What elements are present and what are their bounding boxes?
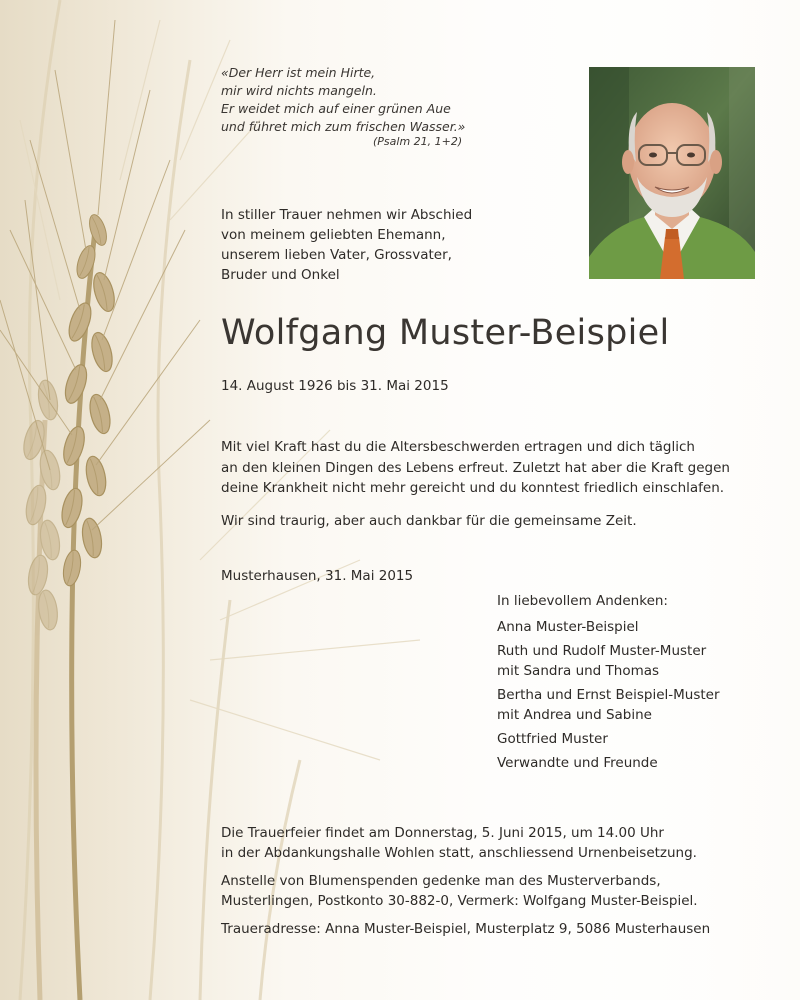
donation-info [221, 871, 710, 911]
mourner-line: mit Andrea und Sabine [497, 707, 652, 723]
body-paragraph [221, 437, 730, 499]
body-line: deine Krankheit nicht mehr gereicht und du konntest friedlich einschlafen. [221, 480, 725, 496]
mourner-entry [497, 685, 720, 725]
mourning-address [221, 919, 710, 939]
intro-line: von meinem geliebten Ehemann, [221, 227, 446, 243]
body-line: Mit viel Kraft hast du die Altersbeschwerden ertragen und dich täglich [221, 439, 695, 455]
footer-line: Anstelle von Blumenspenden gedenke man des Musterverbands, [221, 873, 661, 889]
mourners-list [497, 591, 720, 777]
quote-line: Er weidet mich auf einer grünen Aue [221, 101, 451, 116]
mourner-entry [497, 617, 720, 637]
footer-line: Musterlingen, Postkonto 30-882-0, Vermerk: Wolfgang Muster-Beispiel. [221, 893, 698, 909]
quote-line: «Der Herr ist mein Hirte, [221, 65, 376, 80]
intro-line: Bruder und Onkel [221, 267, 340, 283]
mourner-line: Verwandte und Freunde [497, 755, 658, 771]
footer-line: Traueradresse: Anna Muster-Beispiel, Musterplatz 9, 5086 Musterhausen [221, 921, 711, 937]
mourner-entry [497, 641, 720, 681]
portrait-photo [589, 67, 755, 279]
mourners-heading: In liebevollem Andenken: [497, 593, 668, 609]
deceased-name: Wolfgang Muster-Beispiel [221, 313, 670, 353]
life-dates: 14. August 1926 bis 31. Mai 2015 [221, 378, 449, 394]
service-details [221, 823, 710, 947]
quote-line: mir wird nichts mangeln. [221, 83, 377, 98]
footer-line: in der Abdankungshalle Wohlen statt, anschliessend Urnenbeisetzung. [221, 845, 697, 861]
mourner-line: Ruth und Rudolf Muster-Muster [497, 643, 707, 659]
intro-text [221, 205, 472, 285]
mourner-entry [497, 753, 720, 773]
psalm-quote [221, 64, 465, 136]
quote-line: und führet mich zum frischen Wasser.» [221, 119, 466, 134]
footer-line: Die Trauerfeier findet am Donnerstag, 5. Juni 2015, um 14.00 Uhr [221, 825, 664, 841]
body-line: an den kleinen Dingen des Lebens erfreut. Zuletzt hat aber die Kraft gegen [221, 459, 730, 476]
mourner-line: Gottfried Muster [497, 731, 608, 747]
quote-source: (Psalm 21, 1+2) [373, 135, 463, 148]
mourner-entry [497, 729, 720, 749]
mourner-line: mit Sandra und Thomas [497, 663, 660, 679]
ceremony-info [221, 823, 710, 863]
mourner-line: Bertha und Ernst Beispiel-Muster [497, 687, 720, 703]
intro-line: In stiller Trauer nehmen wir Abschied [221, 207, 473, 223]
mourner-line: Anna Muster-Beispiel [497, 619, 639, 635]
intro-line: unserem lieben Vater, Grossvater, [221, 247, 452, 263]
body-closing: Wir sind traurig, aber auch dankbar für die gemeinsame Zeit. [221, 513, 637, 529]
place-date: Musterhausen, 31. Mai 2015 [221, 568, 414, 584]
